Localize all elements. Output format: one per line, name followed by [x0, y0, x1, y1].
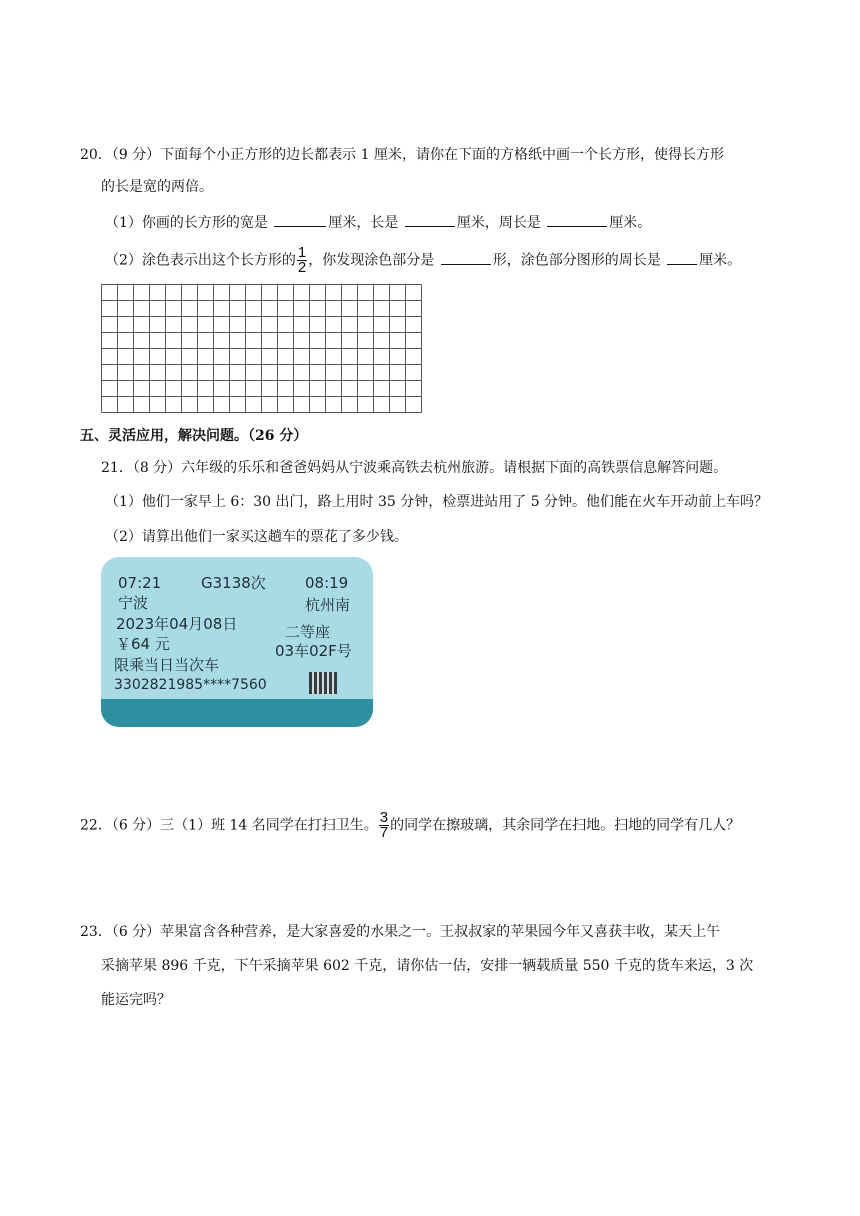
section-title: 五、灵活应用，解决问题。（26 分）: [80, 428, 308, 444]
ticket-depart-time: 07:21: [118, 574, 162, 592]
q20-part2-text-d: 厘米。: [699, 252, 742, 269]
q20-part2-text-c: 形，涂色部分图形的周长是: [492, 252, 661, 269]
ticket-date: 2023年04月08日: [116, 615, 238, 633]
fraction-numerator: 1: [297, 244, 307, 261]
fraction-three-sevenths: [379, 811, 389, 840]
q20-part2-text-b: ，你发现涂色部分是: [308, 252, 435, 269]
ticket-note: 限乘当日当次车: [114, 656, 220, 674]
fraction-one-half: [297, 246, 307, 275]
q21-part1: （1）他们一家早上 6：30 出门，路上用时 35 分钟，检票进站用了 5 分钟。他们能在火车开动前上车吗？: [105, 494, 769, 510]
ticket-seat-class: 二等座: [285, 623, 331, 641]
q20-part1-text-c: 厘米，周长是: [456, 215, 541, 231]
q20-part1-text-b: 厘米，长是: [328, 215, 399, 231]
q20-line2: 的长是宽的两倍。: [101, 179, 213, 195]
ticket-seat: 03车02F号: [275, 642, 352, 660]
ticket-bottom-stripe: [101, 699, 373, 727]
q20-part2: [105, 246, 741, 275]
fraction-denominator: 7: [379, 824, 389, 841]
q20-part1-text-d: 厘米。: [609, 215, 652, 231]
q20-part2-text-a: （2）涂色表示出这个长方形的: [105, 252, 296, 269]
shaded-perimeter-blank[interactable]: [667, 250, 697, 265]
q21-line1: 21．（8 分）六年级的乐乐和爸爸妈妈从宁波乘高铁去杭州旅游。请根据下面的高铁票信息解答问题。: [101, 460, 728, 476]
width-answer-blank[interactable]: [274, 212, 326, 227]
fraction-numerator: 3: [379, 809, 389, 826]
ticket-to-station: 杭州南: [305, 596, 351, 614]
q23-line2: 采摘苹果 896 千克，下午采摘苹果 602 千克，请你估一估，安排一辆载质量 550 千克的货车来运，3 次: [101, 958, 754, 974]
q20-part1-text-a: （1）你画的长方形的宽是: [105, 215, 268, 231]
q22-text-a: 22．（6 分）三（1）班 14 名同学在打扫卫生。: [80, 817, 378, 834]
q22-text-b: 的同学在擦玻璃，其余同学在扫地。扫地的同学有几人？: [390, 817, 741, 834]
q21-part2: （2）请算出他们一家买这趟车的票花了多少钱。: [105, 529, 408, 545]
ticket-train-number: G3138次: [201, 574, 266, 592]
shape-answer-blank[interactable]: [441, 250, 491, 265]
train-ticket: [101, 557, 373, 727]
qr-code-icon: [309, 672, 337, 694]
perimeter-answer-blank[interactable]: [547, 212, 607, 227]
q22-line: [80, 811, 740, 840]
fraction-denominator: 2: [297, 259, 307, 276]
ticket-id-number: 3302821985****7560: [114, 677, 267, 693]
graph-paper-grid[interactable]: [101, 284, 425, 415]
ticket-price: ￥64 元: [116, 635, 170, 653]
ticket-from-station: 宁波: [118, 594, 149, 612]
ticket-arrive-time: 08:19: [305, 574, 349, 592]
q20-line1: 20．（9 分）下面每个小正方形的边长都表示 1 厘米，请你在下面的方格纸中画一个长方形，使得长方形: [80, 147, 724, 163]
q20-part1: [105, 212, 651, 233]
q23-line3: 能运完吗？: [101, 992, 171, 1008]
length-answer-blank[interactable]: [405, 212, 455, 227]
q23-line1: 23．（6 分）苹果富含各种营养，是大家喜爱的水果之一。王叔叔家的苹果园今年又喜获丰收，某天上午: [80, 924, 721, 940]
